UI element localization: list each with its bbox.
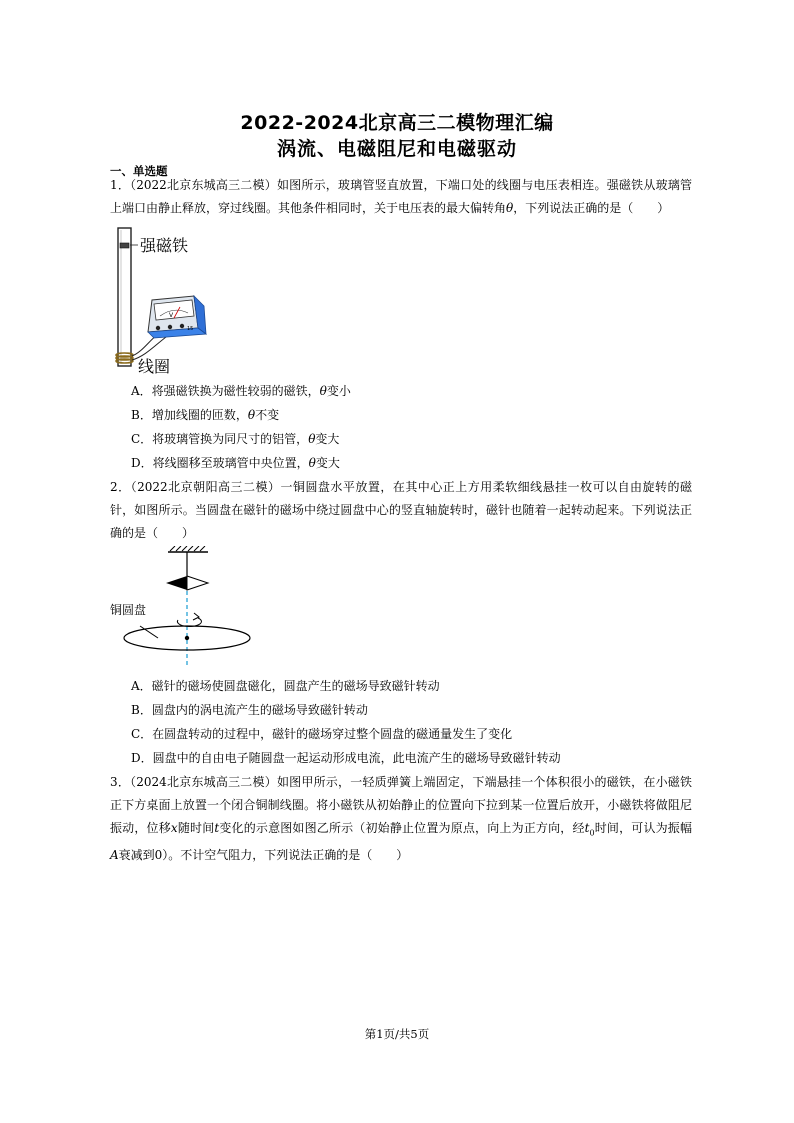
q1-option-d[interactable]: D．将线圈移至玻璃管中央位置，θ变大 — [131, 456, 340, 470]
magnetic-needle-icon — [166, 576, 208, 590]
q2-option-b[interactable]: B．圆盘内的涡电流产生的磁场导致磁针转动 — [131, 703, 368, 717]
svg-text:V: V — [169, 312, 174, 319]
rotation-arrow-icon — [177, 618, 201, 627]
question-1-stem: 1．（2022北京东城高三二模）如图所示，玻璃管竖直放置，下端口处的线圈与电压表相连。强磁铁从玻璃管上端口由静止释放，穿过线圈。其他条件相同时，关于电压表的最大偏转角θ，下列说法正确的是（ ） — [110, 178, 692, 215]
question-3-stem: 3．（2024北京东城高三二模）如图甲所示，一轻质弹簧上端固定，下端悬挂一个体积很小的磁铁，在小磁铁正下方桌面上放置一个闭合铜制线圈。将小磁铁从初始静止的位置向下拉到某一位置后放开，小磁铁将做阻尼振动，位移x随时间t变化的示意图如图乙所示（初始静止位置为原点，向上为正方向，经$t_0$时间，可认为振幅A衰减到0）。不计空气阻力，下列说法正确的是（ ） — [110, 775, 692, 863]
q2-option-c[interactable]: C．在圆盘转动的过程中，磁针的磁场穿过整个圆盘的磁通量发生了变化 — [131, 727, 513, 741]
voltmeter-icon — [148, 296, 206, 338]
page-subtitle: 涡流、电磁阻尼和电磁驱动 — [276, 138, 517, 160]
magnet-icon — [120, 243, 129, 248]
section-heading: 一、单选题 — [110, 164, 168, 178]
question-2-figure — [108, 546, 268, 672]
question-1-figure — [108, 224, 218, 376]
disc-label: 铜圆盘 — [110, 603, 147, 617]
question-2-stem: 2．（2022北京朝阳高三二模）一铜圆盘水平放置，在其中心正上方用柔软细线悬挂一枚可以自由旋转的磁针，如图所示。当圆盘在磁针的磁场中绕过圆盘中心的竖直轴旋转时，磁针也随着一起转动起来。下列说法正确的是（ ） — [110, 480, 692, 540]
svg-text:15: 15 — [187, 326, 194, 332]
q1-option-c[interactable]: C．将玻璃管换为同尺寸的铝管，θ变大 — [131, 432, 340, 446]
magnet-label: 强磁铁 — [140, 236, 189, 255]
page-footer: 第1页/共5页 — [364, 1027, 430, 1041]
coil-label: 线圈 — [138, 357, 171, 376]
glass-tube — [118, 228, 131, 366]
q1-option-b[interactable]: B．增加线圈的匝数，θ不变 — [131, 408, 280, 422]
q1-option-a[interactable]: A．将强磁铁换为磁性较弱的磁铁，θ变小 — [131, 384, 351, 398]
page-title: 2022-2024北京高三二模物理汇编 — [240, 112, 554, 134]
q2-option-a[interactable]: A．磁针的磁场使圆盘磁化，圆盘产生的磁场导致磁针转动 — [131, 679, 440, 693]
q2-option-d[interactable]: D．圆盘中的自由电子随圆盘一起运动形成电流，此电流产生的磁场导致磁针转动 — [131, 751, 561, 765]
